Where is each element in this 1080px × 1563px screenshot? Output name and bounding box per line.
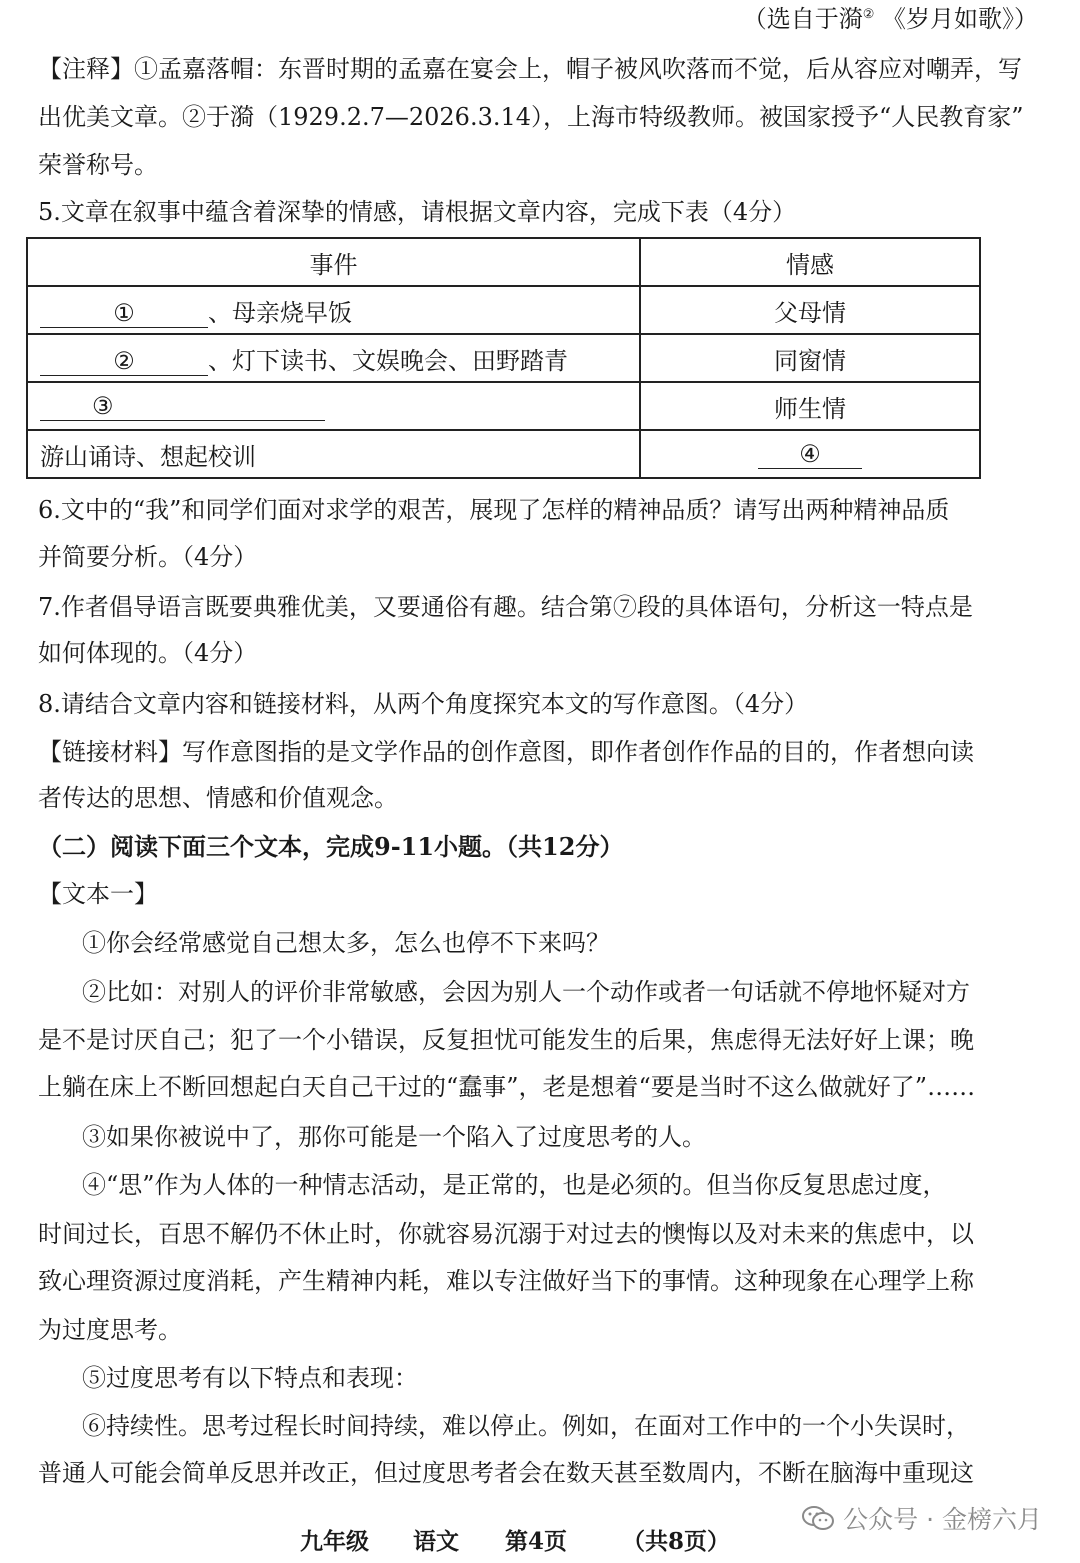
- answer-blank-4[interactable]: ④: [758, 440, 862, 469]
- emotion-cell: [640, 430, 980, 478]
- notes-line-3: 荣誉称号。: [38, 151, 158, 179]
- source-citation: [743, 2, 1038, 36]
- text-1-heading: 【文本一】: [38, 880, 158, 908]
- paragraph-4-line-3: 致心理资源过度消耗，产生精神内耗，难以专注做好当下的事情。这种现象在心理学上称: [38, 1267, 974, 1295]
- question-8: 8.请结合文章内容和链接材料，从两个角度探究本文的写作意图。（4分）: [38, 690, 809, 718]
- paragraph-6-line-1: ⑥持续性。思考过程长时间持续，难以停止。例如，在面对工作中的一个小失误时，: [82, 1412, 970, 1440]
- paragraph-4-line-1: ④“思”作为人体的一种情志活动，是正常的，也是必须的。但当你反复思虑过度，: [82, 1171, 947, 1199]
- question-6-line-1: 6.文中的“我”和同学们面对求学的艰苦，展现了怎样的精神品质？请写出两种精神品质: [38, 496, 950, 524]
- footer-subject: 语文: [413, 1528, 459, 1555]
- page-footer: [0, 1523, 1080, 1557]
- event-cell: [27, 334, 640, 382]
- question-5: 5.文章在叙事中蕴含着深挚的情感，请根据文章内容，完成下表（4分）: [38, 198, 797, 226]
- answer-blank-2[interactable]: ②: [40, 347, 208, 376]
- source-title: 《岁月如歌》）: [882, 5, 1038, 33]
- paragraph-3: ③如果你被说中了，那你可能是一个陷入了过度思考的人。: [82, 1123, 706, 1151]
- answer-table: [26, 237, 981, 479]
- emotion-cell: 同窗情: [640, 334, 980, 382]
- table-row: [27, 430, 980, 478]
- table-row: [27, 382, 980, 430]
- paragraph-4-line-4: 为过度思考。: [38, 1316, 182, 1344]
- event-cell: [27, 286, 640, 334]
- footer-page-number: 第4页: [505, 1528, 568, 1555]
- emotion-cell: 师生情: [640, 382, 980, 430]
- event-cell: [27, 382, 640, 430]
- paragraph-1: ①你会经常感觉自己想太多，怎么也停不下来吗？: [82, 929, 610, 957]
- section-2-heading: （二）阅读下面三个文本，完成9-11小题。（共12分）: [38, 832, 624, 861]
- footer-grade: 九年级: [300, 1528, 369, 1555]
- question-7-line-1: 7.作者倡导语言既要典雅优美，又要通俗有趣。结合第⑦段的具体语句，分析这一特点是: [38, 593, 973, 621]
- paragraph-5: ⑤过度思考有以下特点和表现：: [82, 1364, 418, 1392]
- event-text: 、母亲烧早饭: [208, 298, 352, 327]
- paragraph-6-line-2: 普通人可能会简单反思并改正，但过度思考者会在数天甚至数周内，不断在脑海中重现这: [38, 1459, 974, 1487]
- question-6-line-2: 并简要分析。（4分）: [38, 543, 258, 571]
- paragraph-2-line-2: 是不是讨厌自己；犯了一个小错误，反复担忧可能发生的后果，焦虑得无法好好上课；晚: [38, 1026, 974, 1054]
- table-row: [27, 334, 980, 382]
- notes-line-1: 【注释】①孟嘉落帽：东晋时期的孟嘉在宴会上，帽子被风吹落而不觉，后从容应对嘲弄，写: [38, 55, 1022, 83]
- link-material-line-2: 者传达的思想、情感和价值观念。: [38, 784, 398, 812]
- table-row: [27, 286, 980, 334]
- answer-blank-1[interactable]: ①: [40, 299, 208, 328]
- footer-total-pages: （共8页）: [622, 1528, 731, 1555]
- event-text: 、灯下读书、文娱晚会、田野踏青: [208, 346, 568, 375]
- watermark-text: 公众号 · 金榜六月: [843, 1505, 1042, 1534]
- question-7-line-2: 如何体现的。（4分）: [38, 639, 258, 667]
- notes-line-2: 出优美文章。②于漪（1929.2.7—2026.3.14），上海市特级教师。被国家授予“人民教育家”: [38, 103, 1024, 131]
- event-cell: 游山诵诗、想起校训: [27, 430, 640, 478]
- answer-blank-3[interactable]: ③: [40, 392, 325, 421]
- table-header-row: [27, 238, 980, 286]
- emotion-cell: 父母情: [640, 286, 980, 334]
- header-emotion: 情感: [640, 238, 980, 286]
- header-event: 事件: [27, 238, 640, 286]
- paragraph-2-line-3: 上躺在床上不断回想起白天自己干过的“蠢事”，老是想着“要是当时不这么做就好了”……: [38, 1073, 976, 1101]
- footnote-marker: ②: [862, 7, 875, 22]
- paragraph-4-line-2: 时间过长，百思不解仍不休止时，你就容易沉溺于对过去的懊悔以及对未来的焦虑中，以: [38, 1220, 974, 1248]
- source-author: （选自于漪: [742, 5, 863, 33]
- paragraph-2-line-1: ②比如：对别人的评价非常敏感，会因为别人一个动作或者一句话就不停地怀疑对方: [82, 978, 970, 1006]
- link-material-line-1: 【链接材料】写作意图指的是文学作品的创作意图，即作者创作作品的目的，作者想向读: [38, 738, 974, 766]
